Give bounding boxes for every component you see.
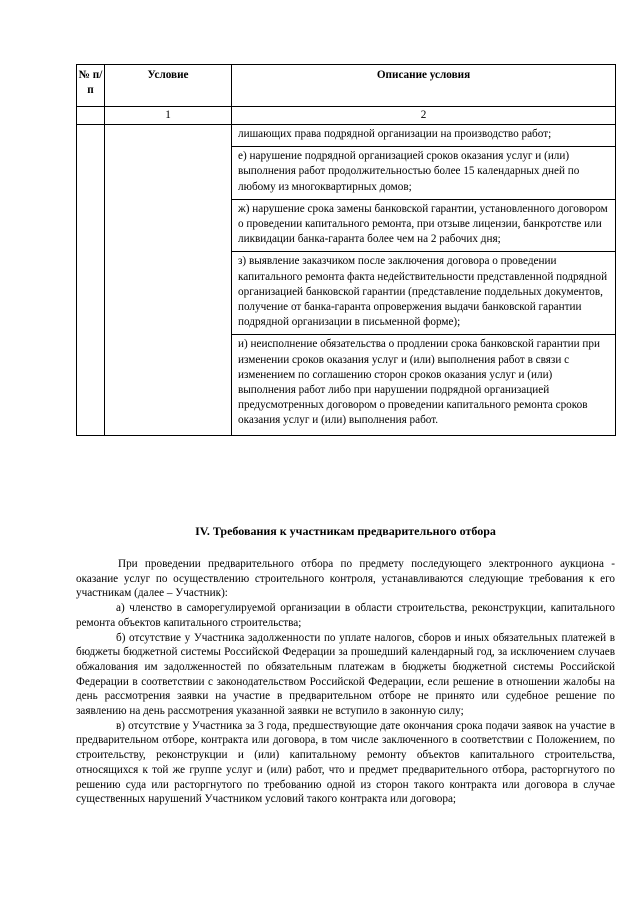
- clause-item: [232, 252, 615, 335]
- clause-text: е) нарушение подрядной организацией сроков оказания услуг и (или) выполнения работ продолжительностью более 15 календарных дней по любому из многоквартирных домов;: [238, 150, 580, 193]
- column-number-row: [77, 107, 616, 125]
- clause-item: [232, 147, 615, 200]
- header-condition: Условие: [105, 65, 232, 107]
- clause-item: [232, 200, 615, 253]
- table-row: [77, 125, 616, 436]
- clause-text: лишающих права подрядной организации на производство работ;: [238, 128, 552, 140]
- clause-item: [232, 125, 615, 147]
- conditions-table: [76, 64, 616, 436]
- clause-text: и) неисполнение обязательства о продлении срока банковской гарантии при изменении сроков оказания услуг и (или) выполнения работ в связи с изменением по соглашению сторон сроков оказания услуг и (или) выполнения работ либо при нарушении подрядной организацией предусмотренных договором о проведении капитального ремонта сроков оказания услуг и (или) выполнения работ.: [238, 338, 600, 427]
- header-num: № п/п: [77, 65, 105, 107]
- section-title: IV. Требования к участникам предварительного отбора: [195, 524, 496, 538]
- header-description: Описание условия: [232, 65, 616, 107]
- table-header-row: [77, 65, 616, 107]
- column-number-1: 1: [105, 107, 232, 125]
- paragraph: При проведении предварительного отбора по предмету последующего электронного аукциона - оказание услуг по осуществлению строительного контроля, устанавливаются следующие требования к его участникам (далее – Участник):: [76, 558, 615, 600]
- clause-text: з) выявление заказчиком после заключения договора о проведении капитального ремонта факта недействительности представленной подрядной организацией банковской гарантии (представление поддельных документов, получение от банка-гаранта опровержения выдачи банковской гарантии подрядной организации в письменной форме);: [238, 255, 608, 329]
- clause-item: [232, 335, 615, 434]
- column-number-2: 2: [232, 107, 616, 125]
- section-body: [76, 557, 615, 807]
- paragraph: б) отсутствие у Участника задолженности по уплате налогов, сборов и иных обязательных платежей в бюджеты бюджетной системы Российской Федерации за прошедший календарный год, за исключением случаев обжалования им задолженностей по обязательным платежам в бюджеты бюджетной системы Российской Федерации в соответствии с законодательством Российской Федерации, если решение в отношении жалобы на день рассмотрения заявки на участие в предварительном отборе не принято или судебное решение по заявлению на день рассмотрения указанной заявки не вступило в законную силу;: [76, 631, 615, 718]
- condition-cell: [105, 125, 232, 436]
- clause-text: ж) нарушение срока замены банковской гарантии, установленного договором о проведении капитального ремонта, при отзыве лицензии, банкротстве или ликвидации банка-гаранта более чем на 2 рабочих дня;: [238, 202, 608, 246]
- description-cell: [232, 125, 616, 436]
- paragraph: в) отсутствие у Участника за 3 года, предшествующие дате окончания срока подачи заявок на участие в предварительном отборе, контракта или договора, в том числе заключенного в соответствии с Положением, по строительству, реконструкции и (или) капитальному ремонту объектов капитального строительства, относящихся к той же группе услуг и (или) работ, что и предмет предварительного отбора, расторгнутого по решению суда или расторгнутого по требованию одной из сторон такого контракта или договора в случае существенных нарушений Участником условий такого контракта или договора;: [76, 719, 615, 806]
- column-number-0: [77, 107, 105, 125]
- paragraph: а) членство в саморегулируемой организации в области строительства, реконструкции, капитального ремонта объектов капитального строительства;: [76, 602, 615, 629]
- num-cell: [77, 125, 105, 436]
